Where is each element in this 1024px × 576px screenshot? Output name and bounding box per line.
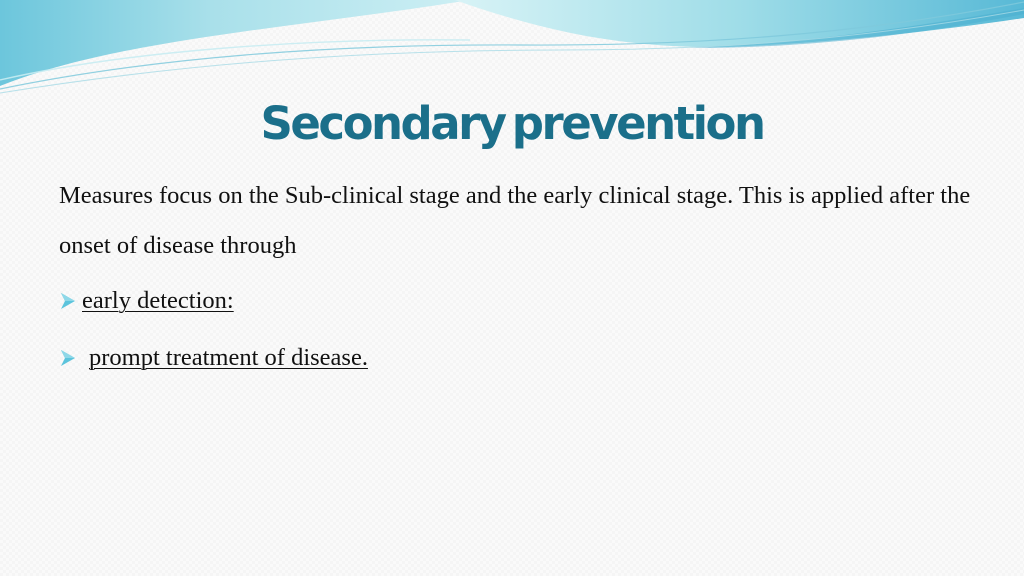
bullet-text: early detection: (82, 287, 234, 314)
body-paragraph: Measures focus on the Sub-clinical stage and the early clinical stage. This is applied after the onset of disease through (59, 182, 971, 259)
bullet-item-prompt-treatment (59, 341, 368, 375)
slide-title: Secondary prevention (260, 97, 764, 150)
arrow-bullet-icon (59, 291, 77, 311)
bullet-item-early-detection (59, 284, 234, 318)
bullet-text: prompt treatment of disease. (89, 344, 368, 371)
arrow-bullet-icon (59, 348, 77, 368)
header-wave-decoration (0, 0, 1024, 100)
